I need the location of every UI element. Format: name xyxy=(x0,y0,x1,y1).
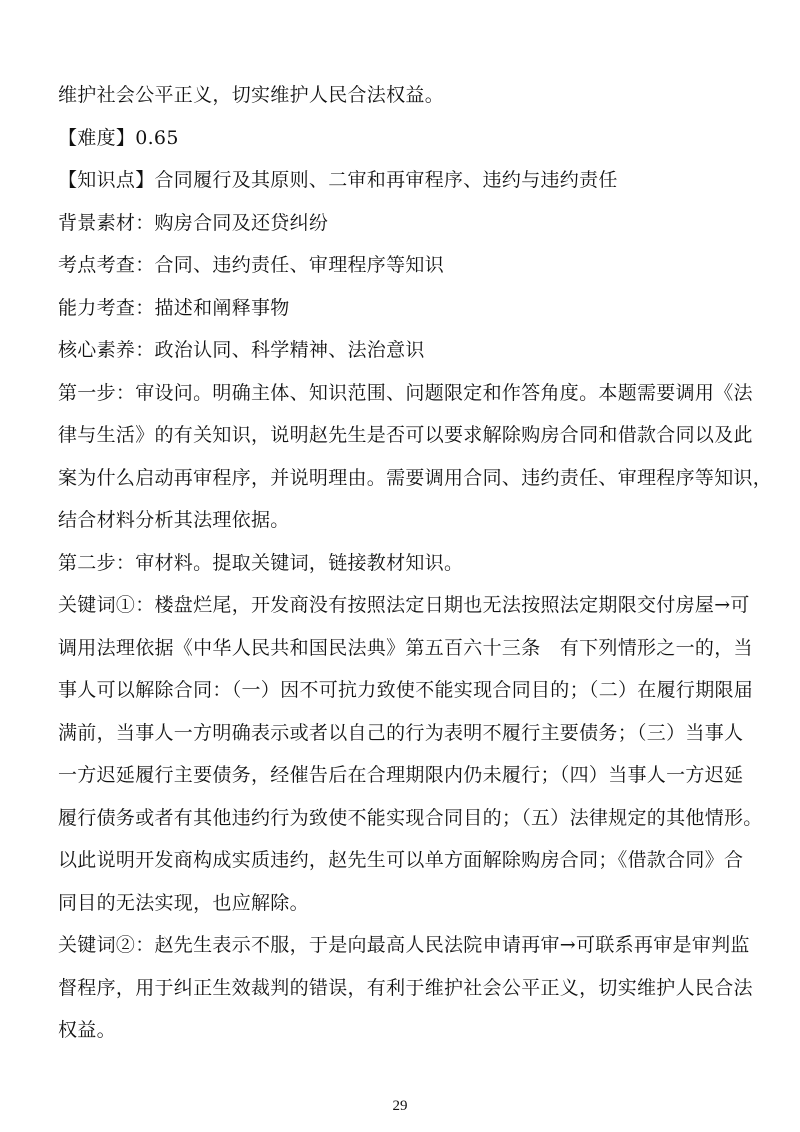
text-line: 履行债务或者有其他违约行为致使不能实现合同目的；（五）法律规定的其他情形。 xyxy=(58,806,763,829)
text-line: 一方迟延履行主要债务，经催告后在合理期限内仍未履行；（四）当事人一方迟延 xyxy=(58,764,744,786)
document-body xyxy=(58,74,773,1052)
text-line: 以此说明开发商构成实质违约，赵先生可以单方面解除购房合同；《借款合同》合 xyxy=(58,849,744,871)
step-two-line: 第二步：审材料。提取关键词，链接教材知识。 xyxy=(58,551,464,574)
text-line: 满前，当事人一方明确表示或者以自己的行为表明不履行主要债务；（三）当事人 xyxy=(58,721,744,744)
exam-points-line: 考点考查：合同、违约责任、审理程序等知识 xyxy=(58,254,445,276)
difficulty-line: 【难度】0.65 xyxy=(58,126,179,149)
text-line: 律与生活》的有关知识，说明赵先生是否可以要求解除购房合同和借款合同以及此 xyxy=(58,424,753,446)
text-line: 事人可以解除合同：（一）因不可抗力致使不能实现合同目的；（二）在履行期限届 xyxy=(58,679,754,701)
text-line: 维护社会公平正义，切实维护人民合法权益。 xyxy=(58,84,445,106)
text-line: 督程序，用于纠正生效裁判的错误，有利于维护社会公平正义，切实维护人民合法 xyxy=(58,976,753,999)
keyword-one-line: 关键词①：楼盘烂尾，开发商没有按照法定日期也无法按照法定期限交付房屋→可 xyxy=(58,594,750,616)
text-line: 调用法理依据《中华人民共和国民法典》第五百六十三条 有下列情形之一的，当 xyxy=(58,636,753,659)
text-line: 权益。 xyxy=(58,1019,116,1041)
ability-line: 能力考查：描述和阐释事物 xyxy=(58,296,290,319)
text-line: 案为什么启动再审程序，并说明理由。需要调用合同、违约责任、审理程序等知识， xyxy=(58,466,773,489)
background-material-line: 背景素材：购房合同及还贷纠纷 xyxy=(58,211,329,234)
step-one-line: 第一步：审设问。明确主体、知识范围、问题限定和作答角度。本题需要调用《法 xyxy=(58,381,753,404)
text-line: 结合材料分析其法理依据。 xyxy=(58,509,290,531)
text-line: 同目的无法实现，也应解除。 xyxy=(58,891,309,914)
core-literacy-line: 核心素养：政治认同、科学精神、法治意识 xyxy=(58,339,425,361)
page-number: 29 xyxy=(392,1098,408,1114)
keyword-two-line: 关键词②：赵先生表示不服，于是向最高人民法院申请再审→可联系再审是审判监 xyxy=(58,934,750,956)
knowledge-points-line: 【知识点】合同履行及其原则、二审和再审程序、违约与违约责任 xyxy=(58,169,618,191)
